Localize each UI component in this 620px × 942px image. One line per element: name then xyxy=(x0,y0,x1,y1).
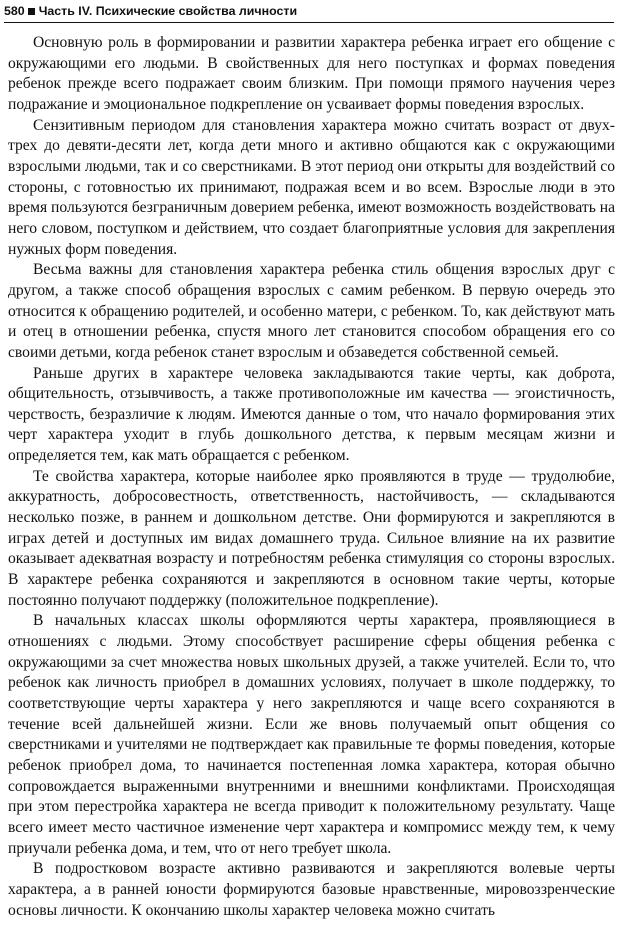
paragraph: Основную роль в формировании и развитии характера ребенка играет его общение с окружающими его людьми. В свойственных для него поступках и формах поведения ребенок прежде всего подражает своим близким. При помощи прямого научения через подражание и эмоциональное подкрепление он усваивает формы поведения взрослых. xyxy=(8,34,615,113)
paragraph: Те свойства характера, которые наиболее ярко проявляются в труде — трудолюбие, аккуратность, добросовестность, ответственность, настойчивость, — складываются несколько позже, в раннем и дошкольном детстве. Они формируются и закрепляются в играх детей и доступных им видах домашнего труда. Сильное влияние на их развитие оказывает адекватная возрасту и потребностям ребенка стимуляция со стороны взрослых. В характере ребенка сохраняются и закрепляются в основном такие черты, которые постоянно получают поддержку (положительное подкрепление). xyxy=(8,467,615,609)
square-bullet-icon xyxy=(28,8,35,15)
paragraph: Весьма важны для становления характера ребенка стиль общения взрослых друг с другом, а также способ обращения взрослых с самим ребенком. В первую очередь это относится к обращению родителей, и особенно матери, с ребенком. То, как действуют мать и отец в отношении ребенка, спустя много лет становится способом обращения его со своими детьми, когда ребенок станет взрослым и обзаведется собственной семьей. xyxy=(8,261,615,361)
paragraph: В начальных классах школы оформляются черты характера, проявляющиеся в отношениях с людьми. Этому способствует расширение сферы общения ребенка с окружающими за счет множества новых школьных друзей, а также учителей. Если то, что ребенок как личность приобрел в домашних условиях, получает в школе поддержку, то соответствующие черты характера у него закрепляются и чаще всего сохраняются в течение всей дальнейшей жизни. Если же вновь получаемый опыт общения со сверстниками и учителями не подтверждает как правильные те формы поведения, которые ребенок приобрел дома, то начинается постепенная ломка характера, которая обычно сопровождается выраженными внутренними и внешними конфликтами. Происходящая при этом перестройка характера не всегда приводит к положительному результату. Чаще всего имеет место частичное изменение черт характера и компромисс между тем, к чему приучали ребенка дома, и тем, что от него требует школа. xyxy=(8,612,615,857)
running-header xyxy=(4,2,614,23)
section-title: Часть IV. Психические свойства личности xyxy=(38,4,298,18)
page-number: 580 xyxy=(4,4,25,18)
paragraph: Сензитивным периодом для становления характера можно считать возраст от двух-трех до девяти-десяти лет, когда дети много и активно общаются как с окружающими взрослыми людьми, так и со сверстниками. В этот период они открыты для воздействий со стороны, с готовностью их принимают, подражая всем и во всем. Взрослые люди в это время пользуются безграничным доверием ребенка, имеют возможность воздействовать на него словом, поступком и действием, что создает благоприятные условия для закрепления нужных форм поведения. xyxy=(8,116,615,258)
paragraph: В подростковом возрасте активно развиваются и закрепляются волевые черты характера, а в ранней юности формируются базовые нравственные, мировоззренческие основы личности. К окончанию школы характер человека можно считать xyxy=(8,860,615,919)
body-text xyxy=(8,33,615,921)
paragraph: Раньше других в характере человека закладываются такие черты, как доброта, общительность, отзывчивость, а также противоположные им качества — эгоистичность, черствость, безразличие к людям. Имеются данные о том, что начало формирования этих черт характера уходит в глубь дошкольного детства, к первым месяцам жизни и определяется тем, как мать обращается с ребенком. xyxy=(8,364,615,465)
